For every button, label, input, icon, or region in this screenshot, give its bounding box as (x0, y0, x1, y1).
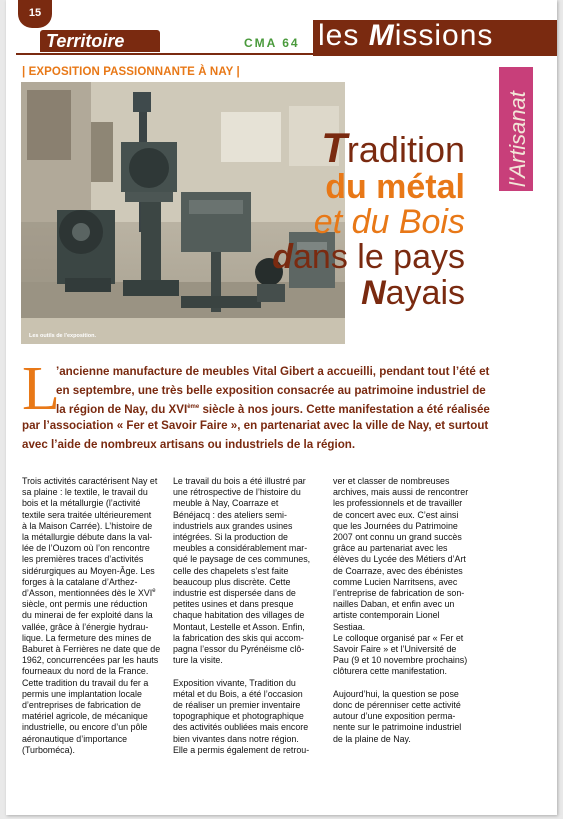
headline-cap-d: d (272, 238, 293, 277)
section-label: Territoire (40, 30, 160, 52)
body-line: les premières traces d’activités (22, 554, 144, 565)
headline-cap-n: N (361, 273, 386, 312)
body-line: industrielle, ou encore d’un pôle (22, 722, 148, 733)
body-line: Le colloque organisé par « Fer et (333, 632, 464, 643)
headline-line-4 (272, 240, 465, 275)
headline (272, 126, 465, 311)
lede-drop-cap: L (22, 355, 60, 423)
body-line: Savoir Faire » et l’Université de (333, 644, 457, 655)
body-line: industriels aux grandes usines (173, 520, 293, 531)
missions-prefix: les (318, 19, 369, 52)
headline-line-5 (272, 273, 465, 312)
body-line: permis une implantation locale (22, 688, 142, 699)
body-line: sa plaine : le textile, le travail du (22, 487, 148, 498)
body-line: lée de l’Ouzom où l’on rencontre (22, 543, 150, 554)
body-line (22, 588, 164, 599)
body-line: bois et la métallurgie (l’activité (22, 498, 141, 509)
body-line: beaucoup plus discrète. Cette (173, 576, 291, 587)
headline-words-pays: ans le pays (293, 238, 465, 277)
column-1 (22, 476, 164, 756)
body-line: meuble à Nay, Coarraze et (173, 498, 279, 509)
body-line: les professionnels et de travailler (333, 498, 463, 509)
body-line: celle des chapelets s’est faite (173, 565, 289, 576)
column-2 (173, 476, 323, 756)
body-line: Elle a permis également de retrou- (173, 744, 310, 755)
body-line: Bénéjacq : des ateliers semi- (173, 509, 287, 520)
column-3 (333, 476, 483, 745)
body-line: ture la visite. (173, 655, 223, 666)
body-line: du minerai de fer exploité dans la (22, 610, 153, 621)
body-line: autour d’une exposition perma- (333, 711, 456, 722)
body-line: Baburet à Ferrières ne date que de (22, 644, 161, 655)
body-line: vallée, grâce à l’énergie hydrau- (22, 621, 149, 632)
body-line: 1962, concurrencées par les hauts (22, 655, 159, 666)
body-line: Exposition vivante, Tradition du (173, 677, 296, 688)
body-line: chaque habitation des villages de (173, 610, 305, 621)
body-line: nente sur le patrimoine industriel (333, 722, 462, 733)
missions-title (318, 18, 493, 54)
magazine-page (6, 0, 557, 815)
paragraph-gap (173, 666, 323, 677)
body-line: de Coarraze, avec des ébénistes (333, 565, 463, 576)
body-line: élèves du Lycée des Métiers d’Art (333, 554, 466, 565)
body-line: qué le paysage de ces communes, (173, 554, 311, 565)
body-line: fourneaux du nord de la France. (22, 666, 149, 677)
body-line: industrie est dispersée dans de (173, 588, 296, 599)
lede-line-3-end: siècle à nos jours. Cette manifestation a été réalisée (199, 403, 490, 416)
body-line: Montaut, Lestelle et Asson. Enfin, (173, 621, 305, 632)
body-line: nailles Daban, et enfin avec un (333, 599, 455, 610)
lede-line: par l’association « Fer et Savoir Faire », en partenariat avec la ville de Nay, et surtout (22, 419, 489, 432)
body-line: Cette tradition du travail du fer a (22, 677, 149, 688)
body-line: comme Lucien Narritsens, avec (333, 576, 458, 587)
artisanat-tab (499, 67, 533, 191)
body-line: petites usines et dans presque (173, 599, 294, 610)
body-line: l’entreprise de fabrication de son- (333, 588, 465, 599)
body-line: siècle, ont permis une réduction (22, 599, 148, 610)
kicker: | EXPOSITION PASSIONNANTE À NAY | (22, 66, 240, 78)
artisanat-label (499, 67, 533, 191)
lede (56, 362, 516, 419)
body-line: que les Journées du Patrimoine (333, 520, 458, 531)
body-line: forges à la catalane d’Arthez- (22, 576, 138, 587)
body-line: (Turboméca). (22, 744, 75, 755)
headline-cap-t: T (321, 124, 347, 171)
body-line: la fabrication des skis qui accom- (173, 632, 304, 643)
body-line: artiste contemporain Lionel (333, 610, 440, 621)
brand-label: CMA 64 (244, 36, 300, 50)
body-line: textile sera traitée ultérieurement (22, 509, 152, 520)
missions-cap: M (368, 19, 395, 52)
body-line: à la Maison Carrée). L’histoire de (22, 520, 153, 531)
headline-line-2: du métal (325, 167, 465, 206)
body-line: d’entreprises de fabrication de (22, 700, 141, 711)
body-line: Trois activités caractérisent Nay et (22, 476, 158, 486)
body-line: de réaliser un premier inventaire (173, 700, 301, 711)
body-line: Sestiaa. (333, 621, 366, 632)
body-line: meubles a considérablement mar- (173, 543, 308, 554)
missions-rest: issions (394, 19, 494, 52)
body-line: intégrées. Si la production de (173, 532, 288, 543)
body-line: archives, mais aussi de rencontrer (333, 487, 469, 498)
lede-line (56, 400, 516, 419)
photo-caption: Les outils de l'exposition. (29, 333, 97, 339)
body-line: 2007 ont connu un grand succès (333, 532, 462, 543)
paragraph-gap (333, 678, 483, 689)
lede-line: en septembre, une très belle exposition consacrée au patrimoine industriel de (56, 384, 486, 397)
headline-word-tradition: radition (346, 129, 465, 170)
headline-line-3: et du Bois (313, 203, 465, 242)
lede-line: ’ancienne manufacture de meubles Vital Gibert a accueilli, pendant tout l’été et (56, 365, 490, 378)
body-line-text: d’Asson, mentionnées dès le XVI (22, 588, 153, 599)
body-line: la métallurgie débute dans la val- (22, 532, 153, 543)
body-superscript: e (152, 588, 156, 595)
body-line: Aujourd’hui, la question se pose (333, 688, 459, 699)
headline-line-1 (272, 126, 465, 170)
page-number: 15 (18, 0, 52, 28)
body-line: des activités oubliées mais encore (173, 722, 309, 733)
body-line: clôturera cette manifestation. (333, 666, 447, 677)
body-line: bien vivantes dans notre région. (173, 733, 299, 744)
artisanat-text: l'Artisanat (505, 91, 530, 187)
body-line: matériel agricole, de mécanique (22, 711, 148, 722)
body-line: sidérurgiques au Moyen-Âge. Les (22, 565, 155, 576)
body-line: pagna l’essor du Pyrénéisme clô- (173, 644, 305, 655)
body-line: de concert avec eux. C’est ainsi (333, 509, 459, 520)
body-line: de la plaine de Nay. (333, 733, 411, 744)
body-line: aéronautique d’importance (22, 733, 128, 744)
body-line: Le travail du bois a été illustré par (173, 476, 306, 486)
body-line: ver et classer de nombreuses (333, 476, 450, 486)
body-line: lique. La fermeture des mines de (22, 632, 152, 643)
body-line: donc de pérenniser cette activité (333, 700, 461, 711)
body-line: grâce au partenariat avec les (333, 543, 448, 554)
lede-line-3-start: la région de Nay, du XVI (56, 403, 188, 416)
body-line: Pau (9 et 10 novembre prochains) (333, 655, 468, 666)
body-line: une rétrospective de l’histoire du (173, 487, 301, 498)
body-line: métal et du Bois, a été l’occasion (173, 688, 303, 699)
body-line: topographique et photographique (173, 711, 304, 722)
lede-superscript: ème (187, 404, 200, 411)
lede-line: avec l’aide de nombreux artisans ou industriels de la région. (22, 438, 356, 451)
headline-word-nayais: ayais (385, 273, 465, 312)
